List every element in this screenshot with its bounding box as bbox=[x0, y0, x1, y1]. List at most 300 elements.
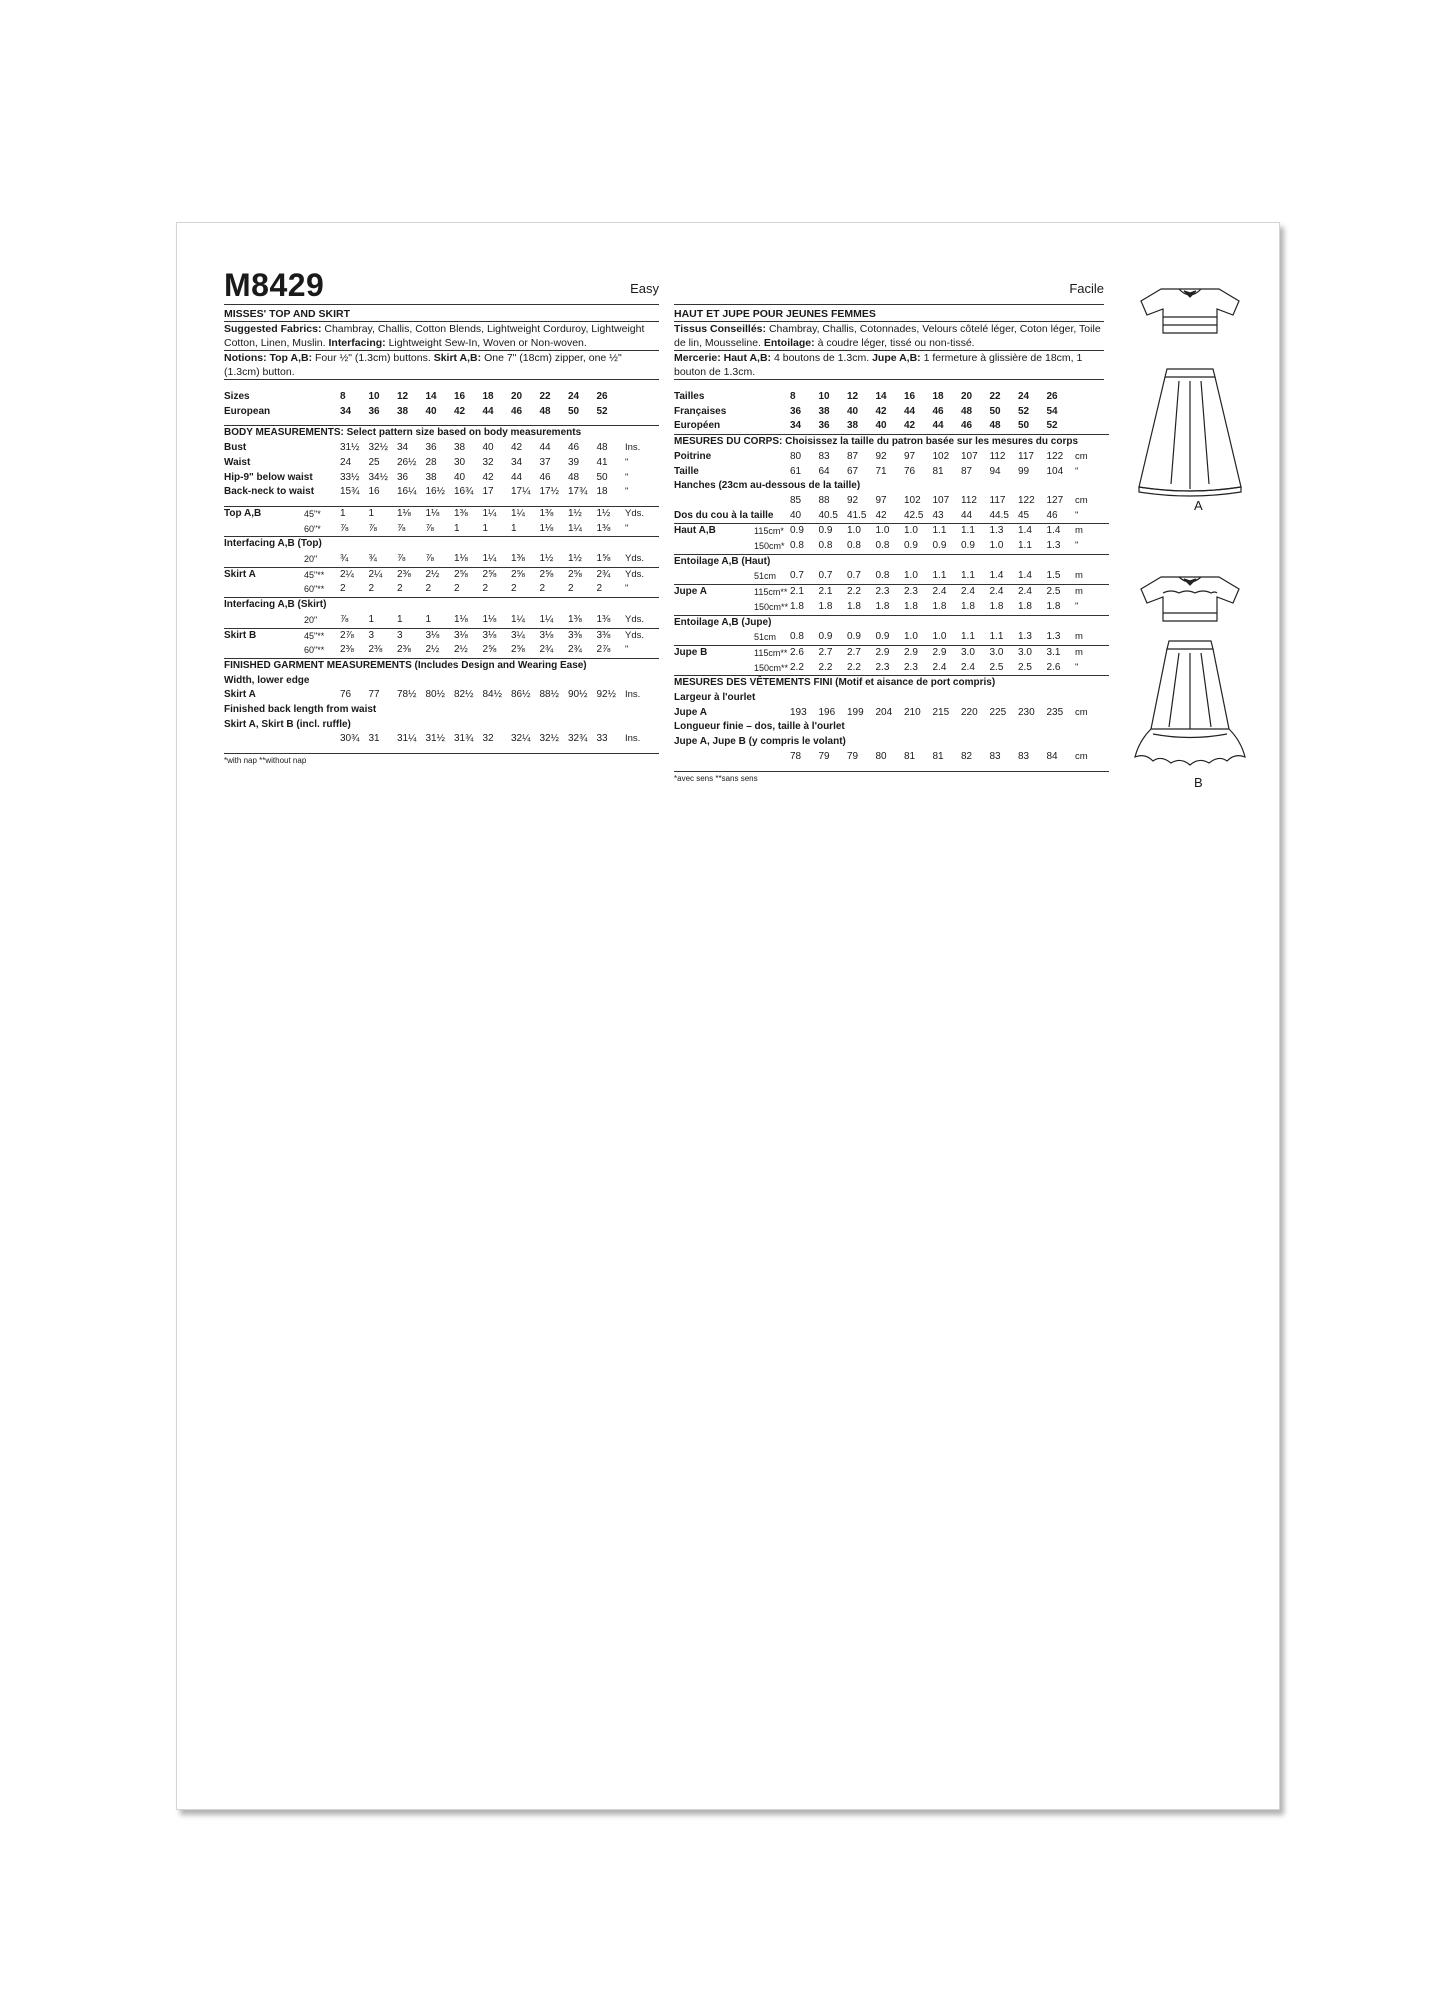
row-width: 115cm** bbox=[754, 645, 790, 660]
cell-value: ⅞ bbox=[340, 613, 349, 625]
yardage-row bbox=[674, 569, 1109, 584]
yardage-heading: Entoilage A,B (Jupe) bbox=[674, 615, 1109, 630]
size-chart-fr bbox=[674, 390, 1104, 786]
garment-illustrations bbox=[1131, 279, 1249, 799]
cell-value: 46 bbox=[568, 442, 580, 454]
cell-value: 10 bbox=[818, 391, 830, 402]
row-unit: " bbox=[625, 486, 629, 498]
top-section bbox=[224, 304, 659, 380]
cell-value: 39 bbox=[568, 456, 580, 468]
cell-value: 17¾ bbox=[568, 486, 588, 498]
cell-value: 84½ bbox=[482, 689, 502, 701]
cell-value: 0.8 bbox=[790, 631, 804, 643]
cell-value: 92 bbox=[875, 450, 887, 462]
cell-value: 18 bbox=[482, 391, 494, 402]
cell-value: 42 bbox=[482, 471, 494, 483]
cell-value: 34 bbox=[340, 405, 352, 417]
row-width: 60"* bbox=[304, 523, 321, 534]
cell-value: 2.4 bbox=[1018, 585, 1047, 600]
cell-value: 31 bbox=[368, 733, 380, 745]
hip-label: Hanches (23cm au-dessous de la taille) bbox=[674, 480, 861, 492]
yardage-row bbox=[674, 539, 1109, 554]
fabrics-paragraph-fr bbox=[674, 322, 1104, 350]
yardage-row bbox=[674, 600, 1109, 615]
cell-value: 61 bbox=[790, 465, 802, 477]
cell-value: 43 bbox=[932, 509, 944, 521]
cell-value: 2 bbox=[340, 583, 346, 595]
cell-value: 1.3 bbox=[1046, 540, 1061, 552]
body-row bbox=[224, 456, 659, 471]
cell-value: 46 bbox=[1046, 509, 1058, 521]
cell-value: 2⅝ bbox=[483, 567, 512, 582]
cell-value: 1.4 bbox=[1018, 524, 1047, 539]
cell-value: 2.9 bbox=[876, 645, 905, 660]
top-b-illustration bbox=[1141, 577, 1239, 621]
cell-value: 18 bbox=[596, 486, 608, 498]
row-width bbox=[304, 405, 340, 420]
size-chart bbox=[224, 390, 659, 769]
row-label bbox=[674, 494, 754, 509]
yardage-row bbox=[674, 585, 1109, 600]
cell-value: 2.2 bbox=[790, 661, 804, 673]
cell-value: 2¾ bbox=[597, 567, 626, 582]
cell-value: 3⅛ bbox=[540, 628, 569, 643]
cell-value: 2⅜ bbox=[397, 644, 411, 656]
row-label: Back-neck to waist bbox=[224, 486, 315, 498]
cell-value: 3⅛ bbox=[483, 628, 512, 643]
cell-value: 33½ bbox=[340, 471, 360, 483]
pattern-title-fr: HAUT ET JUPE POUR JEUNES FEMMES bbox=[674, 308, 876, 320]
cell-value: 32¾ bbox=[568, 733, 588, 745]
pattern-title: MISSES' TOP AND SKIRT bbox=[224, 308, 350, 320]
cell-value: 127 bbox=[1046, 494, 1064, 506]
cell-value: 215 bbox=[932, 706, 950, 718]
cell-value: 1.8 bbox=[1018, 600, 1032, 612]
row-unit: " bbox=[1075, 600, 1079, 612]
cell-value: 1.8 bbox=[989, 600, 1004, 612]
cell-value: 2¼ bbox=[369, 567, 398, 582]
cell-value: 2½ bbox=[426, 567, 455, 582]
yardage-row bbox=[224, 628, 659, 643]
cell-value: 1⅜ bbox=[596, 522, 611, 534]
row-width bbox=[754, 419, 790, 434]
cell-value: 3.1 bbox=[1047, 645, 1076, 660]
cell-value: 2.9 bbox=[933, 645, 962, 660]
cell-value: 3⅜ bbox=[597, 628, 626, 643]
cell-value: 1 bbox=[368, 613, 375, 625]
notions-paragraph bbox=[224, 351, 659, 379]
cell-value: 45 bbox=[1018, 509, 1030, 521]
cell-value: 76 bbox=[340, 689, 352, 701]
cell-value: 42 bbox=[511, 442, 523, 454]
cell-value: 16½ bbox=[425, 486, 445, 498]
row-width: 51cm bbox=[754, 571, 777, 582]
cell-value: 81 bbox=[904, 750, 916, 762]
cell-value: 1⅝ bbox=[596, 553, 611, 565]
cell-value: 79 bbox=[818, 750, 830, 762]
cell-value: 16¼ bbox=[397, 486, 417, 498]
cell-value: 2¾ bbox=[539, 644, 554, 656]
row-unit: Ins. bbox=[625, 442, 641, 454]
cell-value: 22 bbox=[989, 391, 1001, 402]
top-section-fr bbox=[674, 304, 1104, 380]
cell-value: 78 bbox=[790, 750, 802, 762]
cell-value: 3 bbox=[397, 628, 426, 643]
notions-paragraph-fr bbox=[674, 351, 1104, 379]
cell-value: 32 bbox=[482, 733, 494, 745]
cell-value: 1.4 bbox=[1018, 570, 1032, 582]
row-label bbox=[674, 750, 754, 765]
cell-value: 80 bbox=[875, 750, 887, 762]
cell-value: 31¼ bbox=[397, 733, 417, 745]
cell-value: 48 bbox=[539, 405, 551, 417]
european-row bbox=[224, 405, 659, 420]
finished-sub: Jupe A, Jupe B (y compris le volant) bbox=[674, 736, 846, 748]
cell-value: 48 bbox=[989, 420, 1001, 432]
cell-value: 0.9 bbox=[847, 631, 861, 643]
cell-value: 30 bbox=[454, 456, 466, 468]
cell-value: 32 bbox=[482, 456, 494, 468]
cell-value: 1.1 bbox=[961, 570, 975, 582]
cell-value: 40 bbox=[847, 405, 859, 417]
difficulty-level: Easy bbox=[630, 281, 659, 296]
cell-value: 1.0 bbox=[932, 631, 947, 643]
hip-row bbox=[674, 494, 1109, 509]
row-unit: " bbox=[1075, 509, 1079, 521]
cell-value: 2⅝ bbox=[568, 567, 597, 582]
row-width: 115cm* bbox=[754, 524, 790, 539]
cell-value: 71 bbox=[875, 465, 887, 477]
row-label: Jupe A bbox=[674, 706, 707, 718]
cell-value: 2.6 bbox=[1046, 661, 1061, 673]
row-unit: m bbox=[1075, 570, 1083, 582]
cell-value: 3¼ bbox=[511, 628, 540, 643]
row-label bbox=[674, 539, 754, 554]
cell-value: 8 bbox=[340, 391, 346, 402]
cell-value: 2 bbox=[482, 583, 489, 595]
cell-value: 42 bbox=[875, 509, 887, 521]
row-unit: cm bbox=[1075, 750, 1088, 762]
cell-value: 40.5 bbox=[818, 509, 838, 521]
interfacing-text: Lightweight Sew-In, Woven or Non-woven. bbox=[388, 337, 587, 349]
cell-value: 42 bbox=[454, 405, 466, 417]
row-unit: " bbox=[625, 644, 629, 656]
row-unit: " bbox=[625, 456, 629, 468]
cell-value: 79 bbox=[847, 750, 859, 762]
cell-value: 1.5 bbox=[1046, 570, 1061, 582]
cell-value: 1⅜ bbox=[454, 506, 483, 521]
cell-value: 0.8 bbox=[875, 540, 890, 552]
size-table bbox=[224, 390, 659, 769]
cell-value: 1.1 bbox=[961, 524, 990, 539]
row-label: Waist bbox=[224, 456, 251, 468]
cell-value: 87 bbox=[961, 465, 973, 477]
cell-value: 1½ bbox=[539, 553, 554, 565]
cell-value: 104 bbox=[1046, 465, 1064, 477]
cell-value: 42.5 bbox=[904, 509, 924, 521]
yardage-row bbox=[674, 630, 1109, 645]
cell-value: 1⅛ bbox=[454, 553, 468, 565]
cell-value: 1.0 bbox=[904, 570, 918, 582]
view-b-label: B bbox=[1194, 775, 1203, 790]
row-width: 150cm* bbox=[754, 541, 785, 552]
row-label bbox=[224, 613, 304, 628]
cell-value: 2½ bbox=[425, 644, 440, 656]
cell-value: 2.3 bbox=[904, 585, 933, 600]
yardage-row bbox=[224, 643, 659, 658]
cell-value: 1⅜ bbox=[568, 613, 582, 625]
cell-value: 16¾ bbox=[454, 486, 474, 498]
cell-value: 1⅛ bbox=[482, 613, 497, 625]
cell-value: 210 bbox=[904, 706, 921, 718]
interfacing-label-fr: Entoilage: bbox=[763, 337, 815, 349]
footnote-row bbox=[224, 754, 659, 769]
cell-value: 2.7 bbox=[819, 645, 848, 660]
cell-value: 1⅛ bbox=[539, 522, 554, 534]
cell-value: 1.1 bbox=[989, 631, 1004, 643]
row-width bbox=[754, 750, 790, 765]
cell-value: 46 bbox=[539, 471, 551, 483]
cell-value: 2.2 bbox=[847, 585, 876, 600]
cell-value: 2 bbox=[596, 583, 603, 595]
yardage-row bbox=[224, 522, 659, 537]
cell-value: ⅞ bbox=[340, 522, 349, 534]
footnote: *avec sens **sans sens bbox=[674, 771, 1109, 786]
cell-value: 2⅜ bbox=[397, 567, 426, 582]
cell-value: 82 bbox=[961, 750, 973, 762]
yardage-heading: Interfacing A,B (Skirt) bbox=[224, 598, 659, 613]
cell-value: 0.9 bbox=[818, 631, 833, 643]
row-width: 150cm** bbox=[754, 601, 789, 612]
row-width bbox=[304, 732, 340, 747]
fabrics-text-fr: Chambray, Challis, Cotonnades, Velours côtelé léger, Coton léger, Toile de lin, Mousseline. bbox=[674, 323, 1101, 349]
cell-value: 92½ bbox=[596, 689, 616, 701]
row-unit: " bbox=[1075, 540, 1079, 552]
cell-value: 1.1 bbox=[933, 524, 962, 539]
cell-value: 31½ bbox=[340, 442, 360, 454]
row-label bbox=[224, 582, 304, 597]
cell-value: 2.3 bbox=[876, 585, 905, 600]
cell-value: 44 bbox=[511, 471, 523, 483]
divider bbox=[674, 379, 1104, 380]
cell-value: 1 bbox=[482, 522, 489, 534]
cell-value: 2.6 bbox=[790, 645, 819, 660]
cell-value: 1¼ bbox=[539, 613, 554, 625]
yardage-row bbox=[224, 506, 659, 521]
finished-row bbox=[224, 732, 659, 747]
row-unit bbox=[1075, 405, 1109, 420]
cell-value: 1⅜ bbox=[540, 506, 569, 521]
cell-value: 1¼ bbox=[482, 553, 497, 565]
cell-value: 20 bbox=[961, 391, 973, 402]
cell-value: 24 bbox=[1018, 391, 1030, 402]
fabrics-label: Suggested Fabrics: bbox=[224, 323, 322, 335]
yardage-row bbox=[224, 613, 659, 628]
row-width: 45"** bbox=[304, 628, 340, 643]
body-row bbox=[224, 471, 659, 486]
row-label bbox=[224, 522, 304, 537]
cell-value: 1 bbox=[511, 522, 517, 534]
cell-value: 99 bbox=[1018, 465, 1030, 477]
cell-value: 1 bbox=[340, 506, 369, 521]
cell-value: 3 bbox=[369, 628, 398, 643]
cell-value: 1½ bbox=[568, 506, 597, 521]
cell-value: 36 bbox=[425, 442, 437, 454]
finished-row bbox=[674, 706, 1109, 721]
cell-value: 40 bbox=[875, 420, 887, 432]
row-label: Taille bbox=[674, 465, 699, 477]
cell-value: 2⅞ bbox=[596, 644, 611, 656]
cell-value: 83 bbox=[1018, 750, 1030, 762]
row-unit: " bbox=[625, 471, 629, 483]
cell-value: 44 bbox=[961, 509, 973, 521]
cell-value: 48 bbox=[568, 471, 580, 483]
row-unit: " bbox=[1075, 661, 1079, 673]
cell-value: 2⅞ bbox=[340, 628, 369, 643]
cell-value: 34½ bbox=[368, 471, 388, 483]
cell-value: 17½ bbox=[539, 486, 559, 498]
cell-value: 40 bbox=[790, 509, 802, 521]
cell-value: 46 bbox=[961, 420, 973, 432]
cell-value: 1.8 bbox=[1046, 600, 1061, 612]
cell-value: 44 bbox=[482, 405, 494, 417]
cell-value: 33 bbox=[596, 733, 608, 745]
cell-value: 2.4 bbox=[933, 585, 962, 600]
cell-value: 90½ bbox=[568, 689, 588, 701]
finished-sub: Finished back length from waist bbox=[224, 704, 377, 716]
cell-value: 0.9 bbox=[875, 631, 890, 643]
notions-label-fr: Mercerie: Haut A,B: bbox=[674, 352, 772, 364]
row-label: Tailles bbox=[674, 391, 705, 402]
row-label: Poitrine bbox=[674, 450, 712, 462]
cell-value: ⅞ bbox=[425, 522, 434, 534]
difficulty-level-fr: Facile bbox=[1069, 281, 1104, 296]
cell-value: 1 bbox=[397, 613, 403, 625]
cell-value: 26 bbox=[1046, 391, 1058, 402]
cell-value: 24 bbox=[340, 456, 352, 468]
finished-sub: Skirt A, Skirt B (incl. ruffle) bbox=[224, 718, 351, 730]
row-unit: Yds. bbox=[625, 553, 645, 565]
cell-value: 34 bbox=[790, 420, 802, 432]
cell-value: 16 bbox=[454, 391, 466, 402]
cell-value: 76 bbox=[904, 465, 916, 477]
cell-value: 204 bbox=[875, 706, 893, 718]
cell-value: 1.8 bbox=[932, 600, 947, 612]
row-unit bbox=[625, 390, 659, 405]
row-width: 60"** bbox=[304, 584, 325, 595]
cell-value: 26 bbox=[596, 391, 608, 402]
cell-value: 15¾ bbox=[340, 486, 360, 498]
row-unit: m bbox=[1075, 631, 1083, 643]
cell-value: 225 bbox=[989, 706, 1007, 718]
notions-text-fr: 4 boutons de 1.3cm. bbox=[773, 352, 870, 364]
cell-value: 3⅜ bbox=[568, 628, 597, 643]
cell-value: 85 bbox=[790, 494, 802, 506]
cell-value: 1⅛ bbox=[397, 506, 426, 521]
cell-value: 40 bbox=[482, 442, 494, 454]
cell-value: 25 bbox=[368, 456, 380, 468]
row-unit: Yds. bbox=[625, 506, 659, 521]
row-label: Européen bbox=[674, 420, 721, 432]
notions-label-2-fr: Jupe A,B: bbox=[872, 352, 921, 364]
body-row bbox=[224, 485, 659, 500]
cell-value: 80 bbox=[790, 450, 802, 462]
cell-value: 81 bbox=[932, 750, 944, 762]
row-label: Skirt B bbox=[224, 628, 304, 643]
sizes-row bbox=[674, 390, 1109, 405]
cell-value: 38 bbox=[818, 405, 830, 417]
cell-value: 102 bbox=[932, 450, 950, 462]
yardage-heading: Entoilage A,B (Haut) bbox=[674, 554, 1109, 569]
cell-value: 84 bbox=[1046, 750, 1058, 762]
cell-value: 1.3 bbox=[1046, 631, 1061, 643]
row-width bbox=[754, 706, 790, 721]
pattern-envelope-back bbox=[176, 222, 1280, 1810]
cell-value: 1.8 bbox=[904, 600, 918, 612]
size-table-fr bbox=[674, 390, 1109, 786]
cell-value: 3⅛ bbox=[426, 628, 455, 643]
cell-value: 2 bbox=[425, 583, 432, 595]
cell-value: 1.1 bbox=[932, 570, 947, 582]
cell-value: 97 bbox=[904, 450, 916, 462]
cell-value: 36 bbox=[790, 405, 802, 417]
yardage-row bbox=[674, 645, 1109, 660]
cell-value: 2 bbox=[397, 583, 403, 595]
cell-value: 31½ bbox=[425, 733, 445, 745]
cell-value: 102 bbox=[904, 494, 921, 506]
cell-value: 80½ bbox=[425, 689, 445, 701]
cell-value: 40 bbox=[425, 405, 437, 417]
cell-value: 1.1 bbox=[961, 631, 975, 643]
cell-value: 1¼ bbox=[483, 506, 512, 521]
row-label: Skirt A bbox=[224, 689, 256, 701]
row-label: Haut A,B bbox=[674, 524, 754, 539]
row-label: Top A,B bbox=[224, 506, 304, 521]
cell-value: 0.7 bbox=[790, 570, 804, 582]
cell-value: 87 bbox=[847, 450, 859, 462]
interfacing-label: Interfacing: bbox=[328, 337, 386, 349]
row-unit: m bbox=[1075, 524, 1109, 539]
cell-value: 88 bbox=[818, 494, 830, 506]
row-unit: " bbox=[625, 583, 629, 595]
row-unit: cm bbox=[1075, 494, 1088, 506]
cell-value: 36 bbox=[368, 405, 380, 417]
cell-value: 3.0 bbox=[990, 645, 1019, 660]
cell-value: 14 bbox=[425, 391, 437, 402]
row-label: Jupe B bbox=[674, 645, 754, 660]
yardage-row bbox=[674, 661, 1109, 676]
cell-value: 112 bbox=[961, 494, 977, 506]
row-unit: Yds. bbox=[625, 567, 659, 582]
cell-value: 122 bbox=[1046, 450, 1064, 462]
cell-value: 17 bbox=[482, 486, 494, 498]
cell-value: 1 bbox=[454, 522, 460, 534]
row-unit: Yds. bbox=[625, 628, 659, 643]
cell-value: 1¼ bbox=[511, 506, 540, 521]
body-measurements-title: BODY MEASUREMENTS: Select pattern size based on body measurements bbox=[224, 426, 659, 441]
cell-value: 1.0 bbox=[876, 524, 905, 539]
row-unit: Ins. bbox=[625, 733, 641, 745]
cell-value: 112 bbox=[989, 450, 1006, 462]
cell-value: 52 bbox=[1018, 405, 1030, 417]
cell-value: 2.5 bbox=[1018, 661, 1032, 673]
cell-value: 10 bbox=[368, 391, 380, 402]
body-measurements-title: MESURES DU CORPS: Choisissez la taille du patron basée sur les mesures du corps bbox=[674, 435, 1109, 450]
cell-value: 52 bbox=[596, 405, 608, 417]
body-row bbox=[674, 509, 1109, 524]
cell-value: 2 bbox=[454, 583, 460, 595]
cell-value: 40 bbox=[454, 471, 466, 483]
